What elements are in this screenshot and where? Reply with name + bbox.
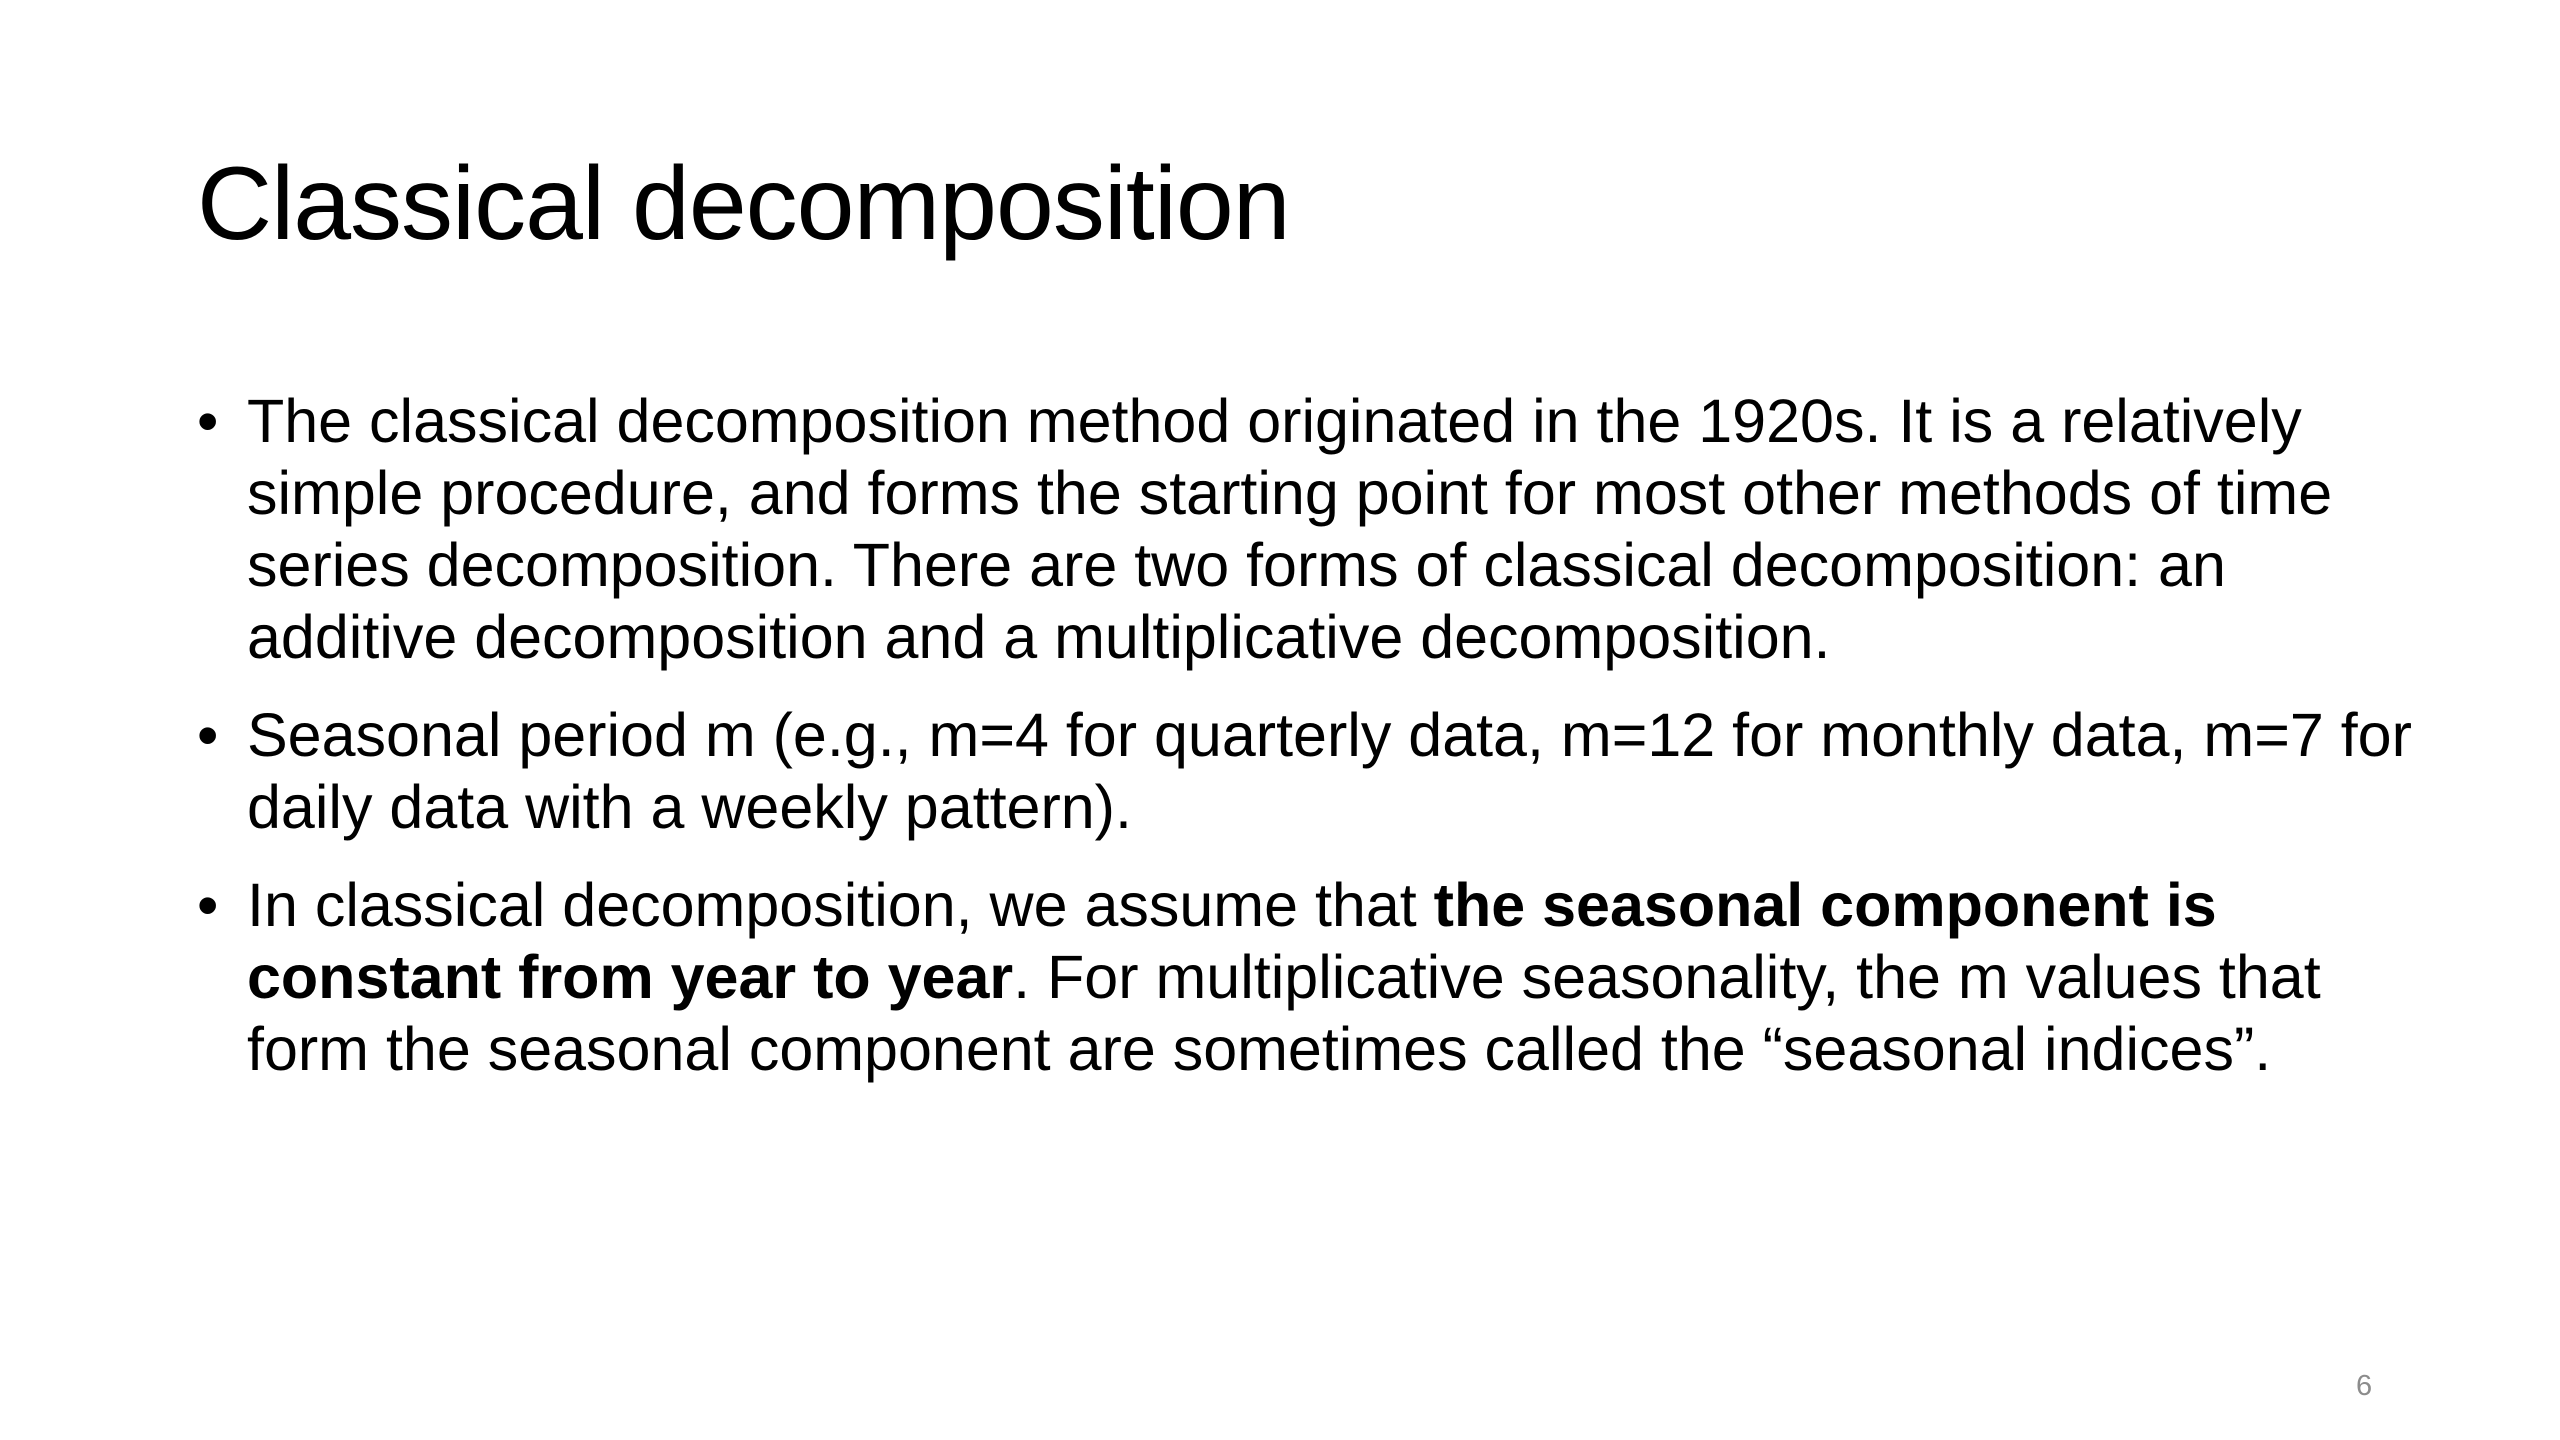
bullet-text: The classical decomposition method originated in the 1920s. It is a relatively simple procedure, and forms the starting point for most other methods of time series decomposition. There are two forms of classical decomposition: an additive decomposition and a multiplicative decomposition.	[247, 387, 2333, 671]
bullet-text: Seasonal period m (e.g., m=4 for quarterly data, m=12 for monthly data, m=7 for daily data with a weekly pattern).	[247, 701, 2412, 841]
bullet-item-seasonal-component	[197, 869, 2427, 1085]
bullet-icon: •	[197, 387, 219, 455]
bullet-text	[247, 869, 2427, 1085]
bullet-icon: •	[197, 871, 219, 939]
slide-title: Classical decomposition	[197, 146, 1290, 262]
bullet-item-seasonal-period	[197, 699, 2427, 843]
bullet-list	[197, 385, 2427, 1111]
bullet-item-origin	[197, 385, 2427, 673]
bullet-text-after: . For multiplicative seasonality, the m values that form the seasonal component are sometimes called the “seasonal indices”.	[247, 943, 2321, 1083]
bullet-icon: •	[197, 701, 219, 769]
page-number: 6	[2356, 1370, 2373, 1402]
bullet-text-before: In classical decomposition, we assume that	[247, 871, 1434, 939]
bullet-text-emphasis: the seasonal component is constant from year to year	[247, 871, 2217, 1011]
